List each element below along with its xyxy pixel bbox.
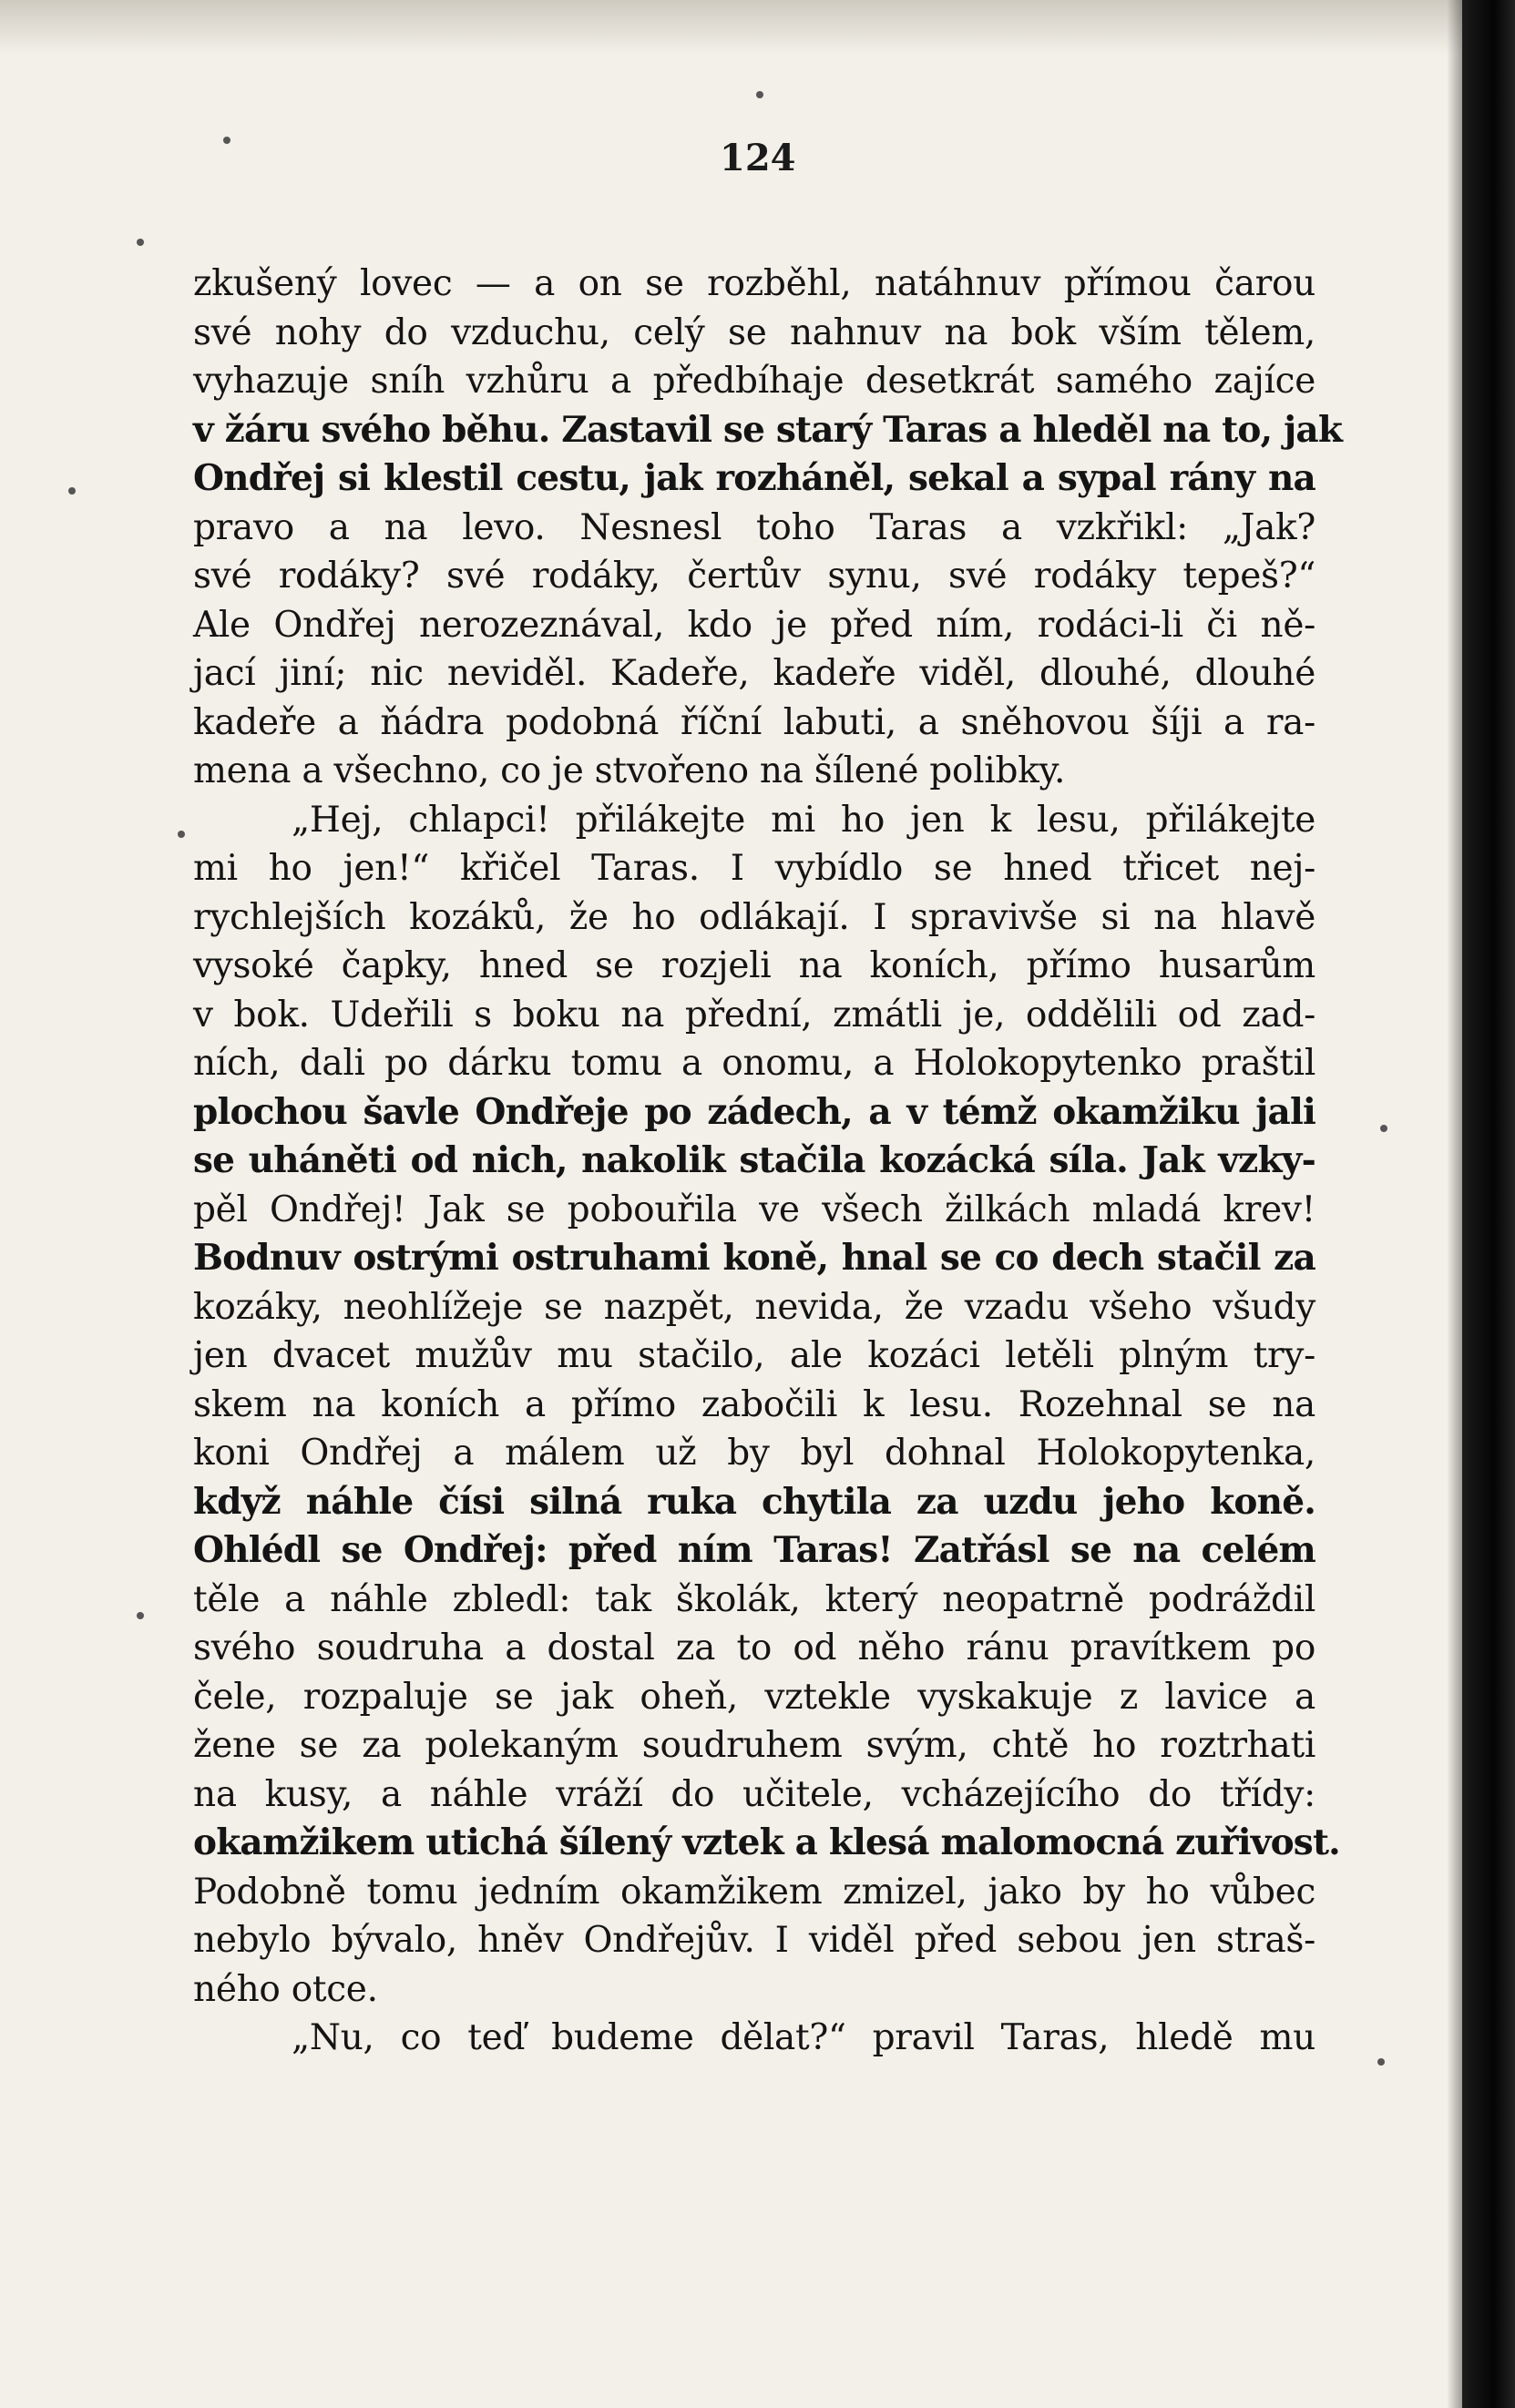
print-speck xyxy=(756,91,763,98)
text-line: jen dvacet mužův mu stačilo, ale kozáci letěli plným try- xyxy=(193,1335,1315,1376)
text-line: Bodnuv ostrými ostruhami koně, hnal se co dech stačil za xyxy=(193,1237,1315,1279)
text-line: Ohlédl se Ondřej: před ním Taras! Zatřásl se na celém xyxy=(193,1529,1315,1571)
print-speck xyxy=(1377,2058,1385,2066)
print-speck xyxy=(68,487,76,495)
text-line: mi ho jen!“ křičel Taras. I vybídlo se hned třicet nej- xyxy=(193,848,1315,889)
text-line: „Nu, co teď budeme dělat?“ pravil Taras, hledě mu xyxy=(292,2017,1315,2058)
text-line: kadeře a ňádra podobná říční labuti, a sněhovou šíji a ra- xyxy=(193,701,1315,743)
text-line: Podobně tomu jedním okamžikem zmizel, jako by ho vůbec xyxy=(193,1871,1315,1913)
text-line: těle a náhle zbledl: tak školák, který neopatrně podráždil xyxy=(193,1578,1315,1620)
text-line: nebylo bývalo, hněv Ondřejův. I viděl před sebou jen straš- xyxy=(193,1920,1315,1961)
text-line: plochou šavle Ondřeje po zádech, a v témž okamžiku jali xyxy=(193,1090,1315,1133)
print-speck xyxy=(1380,1125,1387,1132)
text-line: ních, dali po dárku tomu a onomu, a Holokopytenko praštil xyxy=(193,1043,1315,1084)
text-line: skem na koních a přímo zabočili k lesu. Rozehnal se na xyxy=(193,1383,1315,1425)
page-number: 124 xyxy=(720,137,796,179)
page-edge-shadow xyxy=(1447,0,1462,2408)
text-line: své rodáky? své rodáky, čertův synu, své rodáky tepeš?“ xyxy=(193,556,1315,597)
print-speck xyxy=(137,1612,144,1619)
text-line: v bok. Udeřili s boku na přední, zmátli je, oddělili od zad- xyxy=(193,994,1315,1036)
text-line: ného otce. xyxy=(193,1968,378,2010)
book-spine xyxy=(1462,0,1515,2408)
text-line: vyhazuje sníh vzhůru a předbíhaje desetkrát samého zajíce xyxy=(193,361,1315,402)
text-line: kozáky, neohlížeje se nazpět, nevida, že vzadu všeho všudy xyxy=(193,1286,1315,1328)
text-line: „Hej, chlapci! přilákejte mi ho jen k lesu, přilákejte xyxy=(292,799,1315,841)
text-line: pravo a na levo. Nesnesl toho Taras a vzkřikl: „Jak? xyxy=(193,506,1315,548)
text-line: čele, rozpaluje se jak oheň, vztekle vyskakuje z lavice a xyxy=(193,1676,1315,1718)
text-line: v žáru svého běhu. Zastavil se starý Taras a hleděl na to, jak xyxy=(193,408,1343,451)
print-speck xyxy=(178,831,185,838)
print-speck xyxy=(137,239,144,246)
text-line: Ondřej si klestil cestu, jak rozháněl, sekal a sypal rány na xyxy=(193,457,1315,499)
text-line: se uháněti od nich, nakolik stačila kozácká síla. Jak vzky- xyxy=(193,1139,1315,1181)
text-line: okamžikem utichá šílený vztek a klesá malomocná zuřivost. xyxy=(193,1821,1340,1863)
text-line: když náhle čísi silná ruka chytila za uzdu jeho koně. xyxy=(193,1480,1315,1523)
text-line: rychlejších kozáků, že ho odlákají. I spravivše si na hlavě xyxy=(193,896,1315,938)
text-line: své nohy do vzduchu, celý se nahnuv na bok vším tělem, xyxy=(193,311,1315,353)
print-speck xyxy=(223,137,230,144)
text-line: pěl Ondřej! Jak se pobouřila ve všech žilkách mladá krev! xyxy=(193,1189,1315,1230)
text-line: vysoké čapky, hned se rozjeli na koních, přímo husarům xyxy=(193,945,1315,986)
text-line: jací jiní; nic neviděl. Kadeře, kadeře viděl, dlouhé, dlouhé xyxy=(193,653,1315,694)
text-line: koni Ondřej a málem už by byl dohnal Holokopytenka, xyxy=(193,1433,1315,1474)
text-line: svého soudruha a dostal za to od něho ránu pravítkem po xyxy=(193,1627,1315,1668)
text-line: zkušený lovec — a on se rozběhl, natáhnuv přímou čarou xyxy=(193,263,1315,304)
text-line: Ale Ondřej nerozeznával, kdo je před ním, rodáci-li či ně- xyxy=(193,604,1315,646)
text-line: žene se za polekaným soudruhem svým, chtě ho roztrhati xyxy=(193,1725,1315,1766)
text-line: na kusy, a náhle vráží do učitele, vcházejícího do třídy: xyxy=(193,1773,1315,1815)
text-line: mena a všechno, co je stvořeno na šílené polibky. xyxy=(193,750,1066,791)
body-text xyxy=(193,260,1343,2063)
